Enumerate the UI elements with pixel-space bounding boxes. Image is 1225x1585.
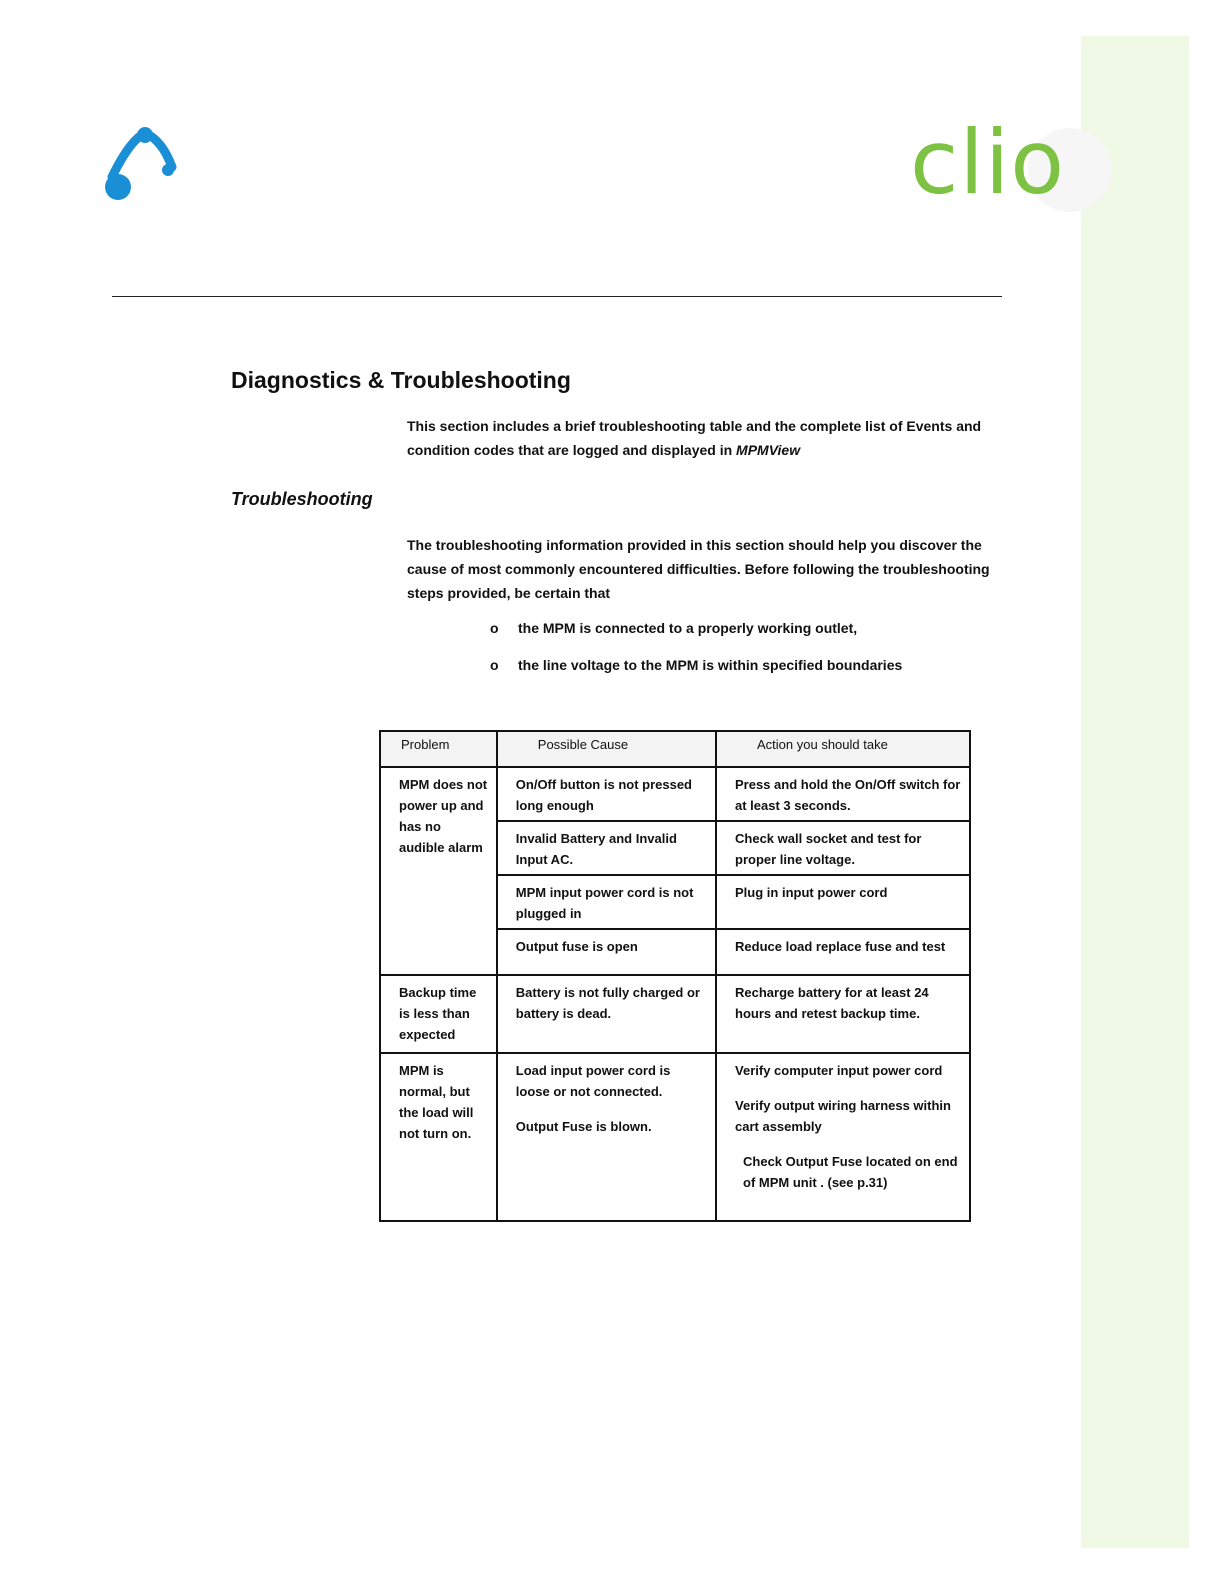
bullet-marker: o (490, 657, 499, 673)
action-item: Verify computer input power cord (735, 1063, 943, 1078)
list-item (490, 657, 902, 694)
intro-paragraph (407, 414, 987, 462)
action-cell: Check wall socket and test for proper line voltage. (716, 821, 970, 875)
action-cell: Reduce load replace fuse and test (716, 929, 970, 975)
body-paragraph: The troubleshooting information provided in this section should help you discover the cause of most commonly encountered difficulties. Before following the troubleshooting steps provided, be certain that (407, 537, 990, 601)
cause-cell: MPM input power cord is not plugged in (497, 875, 716, 929)
cause-cell: Output fuse is open (497, 929, 716, 975)
cause-item: Load input power cord is loose or not connected. (515, 1063, 671, 1099)
list-item-text: the line voltage to the MPM is within specified boundaries (518, 657, 903, 673)
cause-cell (497, 1053, 716, 1221)
action-cell: Recharge battery for at least 24 hours and retest backup time. (716, 975, 970, 1053)
header-problem: Problem (380, 731, 497, 767)
problem-cell: Backup time is less than expected (380, 975, 497, 1053)
intro-emphasis: MPMView (736, 442, 801, 458)
intro-text: This section includes a brief troubleshooting table and the complete list of Events and condition codes that are logged and displayed in (407, 418, 982, 458)
header-cause: Possible Cause (497, 731, 716, 767)
list-item-text: the MPM is connected to a properly working outlet, (518, 620, 858, 636)
troubleshooting-table (379, 730, 971, 1222)
cause-cell: Invalid Battery and Invalid Input AC. (497, 821, 716, 875)
action-cell (716, 1053, 970, 1221)
action-cell: Press and hold the On/Off switch for at least 3 seconds. (716, 767, 970, 821)
header-action: Action you should take (716, 731, 970, 767)
company-logo-icon (100, 125, 185, 205)
section-subheading: Troubleshooting (231, 489, 373, 509)
header-rule (112, 296, 1002, 297)
bullet-marker: o (490, 620, 499, 636)
action-item: Check Output Fuse located on end of MPM unit . (see p.31) (743, 1154, 958, 1190)
table-row (380, 767, 970, 821)
action-cell: Plug in input power cord (716, 875, 970, 929)
action-item: Verify output wiring harness within cart assembly (735, 1098, 951, 1134)
cause-cell: Battery is not fully charged or battery is dead. (497, 975, 716, 1053)
page-title: Diagnostics & Troubleshooting (231, 367, 571, 393)
precondition-list (490, 620, 902, 694)
clio-logo-text: clio (910, 111, 1066, 214)
cause-cell: On/Off button is not pressed long enough (497, 767, 716, 821)
problem-cell: MPM does not power up and has no audible alarm (380, 767, 497, 975)
table-row (380, 975, 970, 1053)
clio-logo (910, 111, 1120, 218)
side-band (1081, 36, 1189, 1548)
cause-item: Output Fuse is blown. (515, 1119, 652, 1134)
table-row (380, 1053, 970, 1221)
table-header-row (380, 731, 970, 767)
list-item (490, 620, 902, 657)
problem-cell: MPM is normal, but the load will not turn on. (380, 1053, 497, 1221)
